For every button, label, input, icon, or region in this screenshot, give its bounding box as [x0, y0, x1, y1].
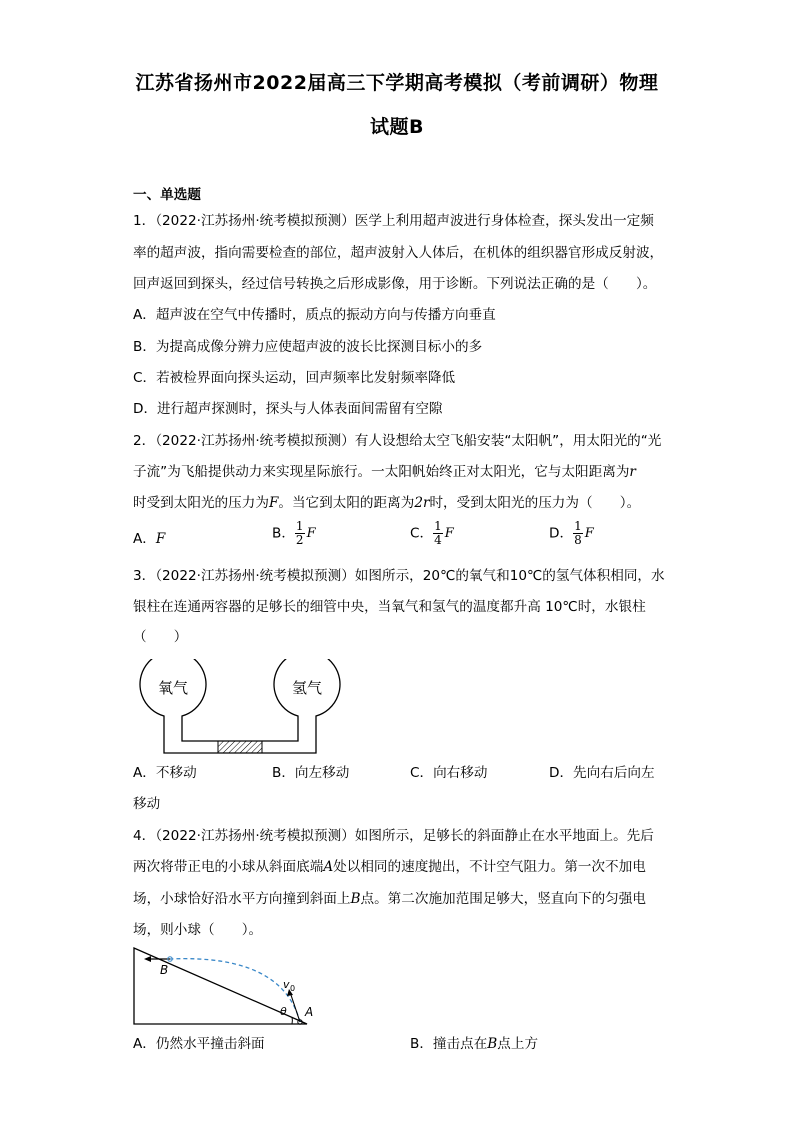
q2-stem-line1: 2．（2022·江苏扬州·统考模拟预测）有人设想给太空飞船安装“太阳帆”，用太阳光的“光 — [133, 433, 662, 449]
q4-figure-incline — [132, 946, 322, 1028]
q4-option-b-text-b: 点上方 — [497, 1036, 539, 1052]
q1-option-a: A．超声波在空气中传播时，质点的振动方向与传播方向垂直 — [133, 307, 496, 323]
q2-c-den: 4 — [434, 533, 442, 547]
q4-stem-line1: 4．（2022·江苏扬州·统考模拟预测）如图所示，足够长的斜面静止在水平地面上。先后 — [133, 828, 654, 844]
page-title-line1: 江苏省扬州市2022届高三下学期高考模拟（考前调研）物理 — [135, 72, 659, 94]
q4-label-b: B — [160, 963, 169, 977]
q2-option-c-var: F — [444, 525, 454, 541]
q4-label-theta: θ — [280, 1005, 287, 1018]
q2-d-num: 1 — [574, 519, 582, 533]
q2-option-b-fraction — [295, 520, 305, 547]
q2-b-den: 2 — [295, 533, 304, 547]
q4-var-b: B — [350, 891, 361, 907]
q4-line3-text-b: 点。第二次施加范围足够大，竖直向下的匀强电 — [360, 891, 646, 907]
q3-stem-line3: （ ） — [133, 629, 188, 645]
q1-option-d: D．进行超声探测时，探头与人体表面间需留有空隙 — [133, 401, 443, 417]
q2-option-d-var: F — [584, 525, 594, 541]
q2-var-f: F — [268, 495, 279, 511]
q3-option-c: C．向右移动 — [410, 765, 488, 781]
q2-stem-line2 — [133, 463, 636, 481]
q4-stem-line2 — [133, 858, 646, 876]
q2-var-2r: 2r — [414, 495, 430, 511]
q1-stem-line3: 回声返回到探头，经过信号转换之后形成影像，用于诊断。下列说法正确的是（ ）。 — [133, 276, 657, 292]
q2-option-c — [410, 520, 454, 547]
q3-oxygen-container — [140, 659, 340, 753]
q3-option-a: A．不移动 — [133, 765, 197, 781]
q4-label-a: A — [305, 1005, 314, 1019]
q2-c-num: 1 — [434, 519, 442, 533]
q4-option-b-text-a: B．撞击点在 — [410, 1036, 488, 1052]
section-heading: 一、单选题 — [133, 187, 201, 203]
q4-arrowhead-b — [144, 956, 151, 962]
q2-option-b-label: B． — [272, 525, 295, 542]
q2-option-b-var: F — [306, 525, 316, 541]
q4-option-b — [410, 1035, 538, 1053]
q4-line2-text-b: 处以相同的速度抛出，不计空气阻力。第一次不加电 — [333, 859, 646, 875]
q2-stem-line3 — [133, 494, 640, 512]
q3-stem-line1: 3．（2022·江苏扬州·统考模拟预测）如图所示，20℃的氧气和10℃的氢气体积相同，水 — [133, 568, 665, 584]
q2-option-a — [133, 530, 165, 548]
q2-b-num: 1 — [295, 519, 304, 533]
q4-var-a: A — [323, 859, 334, 875]
page-title-line2: 试题B — [370, 116, 424, 138]
q2-line3-text-b: 。当它到太阳的距离为 — [278, 495, 415, 511]
q2-line3-text-a: 时受到太阳光的压力为 — [133, 495, 269, 511]
q2-option-a-var: F — [155, 531, 166, 547]
q2-line2-text: 子流”为飞船提供动力来实现星际旅行。一太阳帆始终正对太阳光，它与太阳距离为 — [133, 464, 630, 480]
q3-oxygen-label: 氧气 — [157, 679, 189, 697]
q3-figure-containers — [130, 659, 390, 759]
q4-option-b-var: B — [487, 1036, 498, 1052]
q4-label-v0: v — [283, 978, 290, 991]
q2-option-d-fraction — [573, 520, 583, 547]
q2-option-d — [549, 520, 594, 547]
q1-stem-line1: 1．（2022·江苏扬州·统考模拟预测）医学上利用超声波进行身体检查，探头发出一定频 — [133, 213, 654, 229]
q4-label-v0-sub: 0 — [290, 984, 296, 993]
q2-option-d-label: D． — [549, 525, 574, 542]
q2-option-b — [272, 520, 316, 547]
q3-option-d: D．先向右后向左 — [549, 765, 655, 781]
q3-hydrogen-label: 氢气 — [291, 679, 323, 697]
q1-option-b: B．为提高成像分辨力应使超声波的波长比探测目标小的多 — [133, 339, 483, 355]
q2-d-den: 8 — [574, 533, 582, 547]
q4-line3-text-a: 场，小球恰好沿水平方向撞到斜面上 — [133, 891, 351, 907]
q4-stem-line3 — [133, 890, 646, 908]
q3-option-b: B．向左移动 — [272, 765, 350, 781]
q1-stem-line2: 率的超声波，指向需要检查的部位，超声波射入人体后，在机体的组织器官形成反射波， — [133, 245, 664, 261]
q2-option-a-label: A． — [133, 531, 156, 547]
q2-line3-text-c: 时，受到太阳光的压力为（ ）。 — [429, 495, 641, 511]
q2-option-c-label: C． — [410, 525, 434, 542]
q4-option-a: A．仍然水平撞击斜面 — [133, 1036, 265, 1052]
q4-line2-text-a: 两次将带正电的小球从斜面底端 — [133, 859, 324, 875]
q2-var-r: r — [629, 464, 636, 480]
q3-option-d-cont: 移动 — [133, 796, 161, 812]
q3-mercury-column — [218, 741, 262, 753]
q3-stem-line2: 银柱在连通两容器的足够长的细管中央，当氧气和氢气的温度都升高 10℃时，水银柱 — [133, 599, 646, 615]
q1-option-c: C．若被检界面向探头运动，回声频率比发射频率降低 — [133, 370, 456, 386]
q2-option-c-fraction — [433, 520, 443, 547]
q4-stem-line4: 场，则小球（ ）。 — [133, 922, 263, 938]
